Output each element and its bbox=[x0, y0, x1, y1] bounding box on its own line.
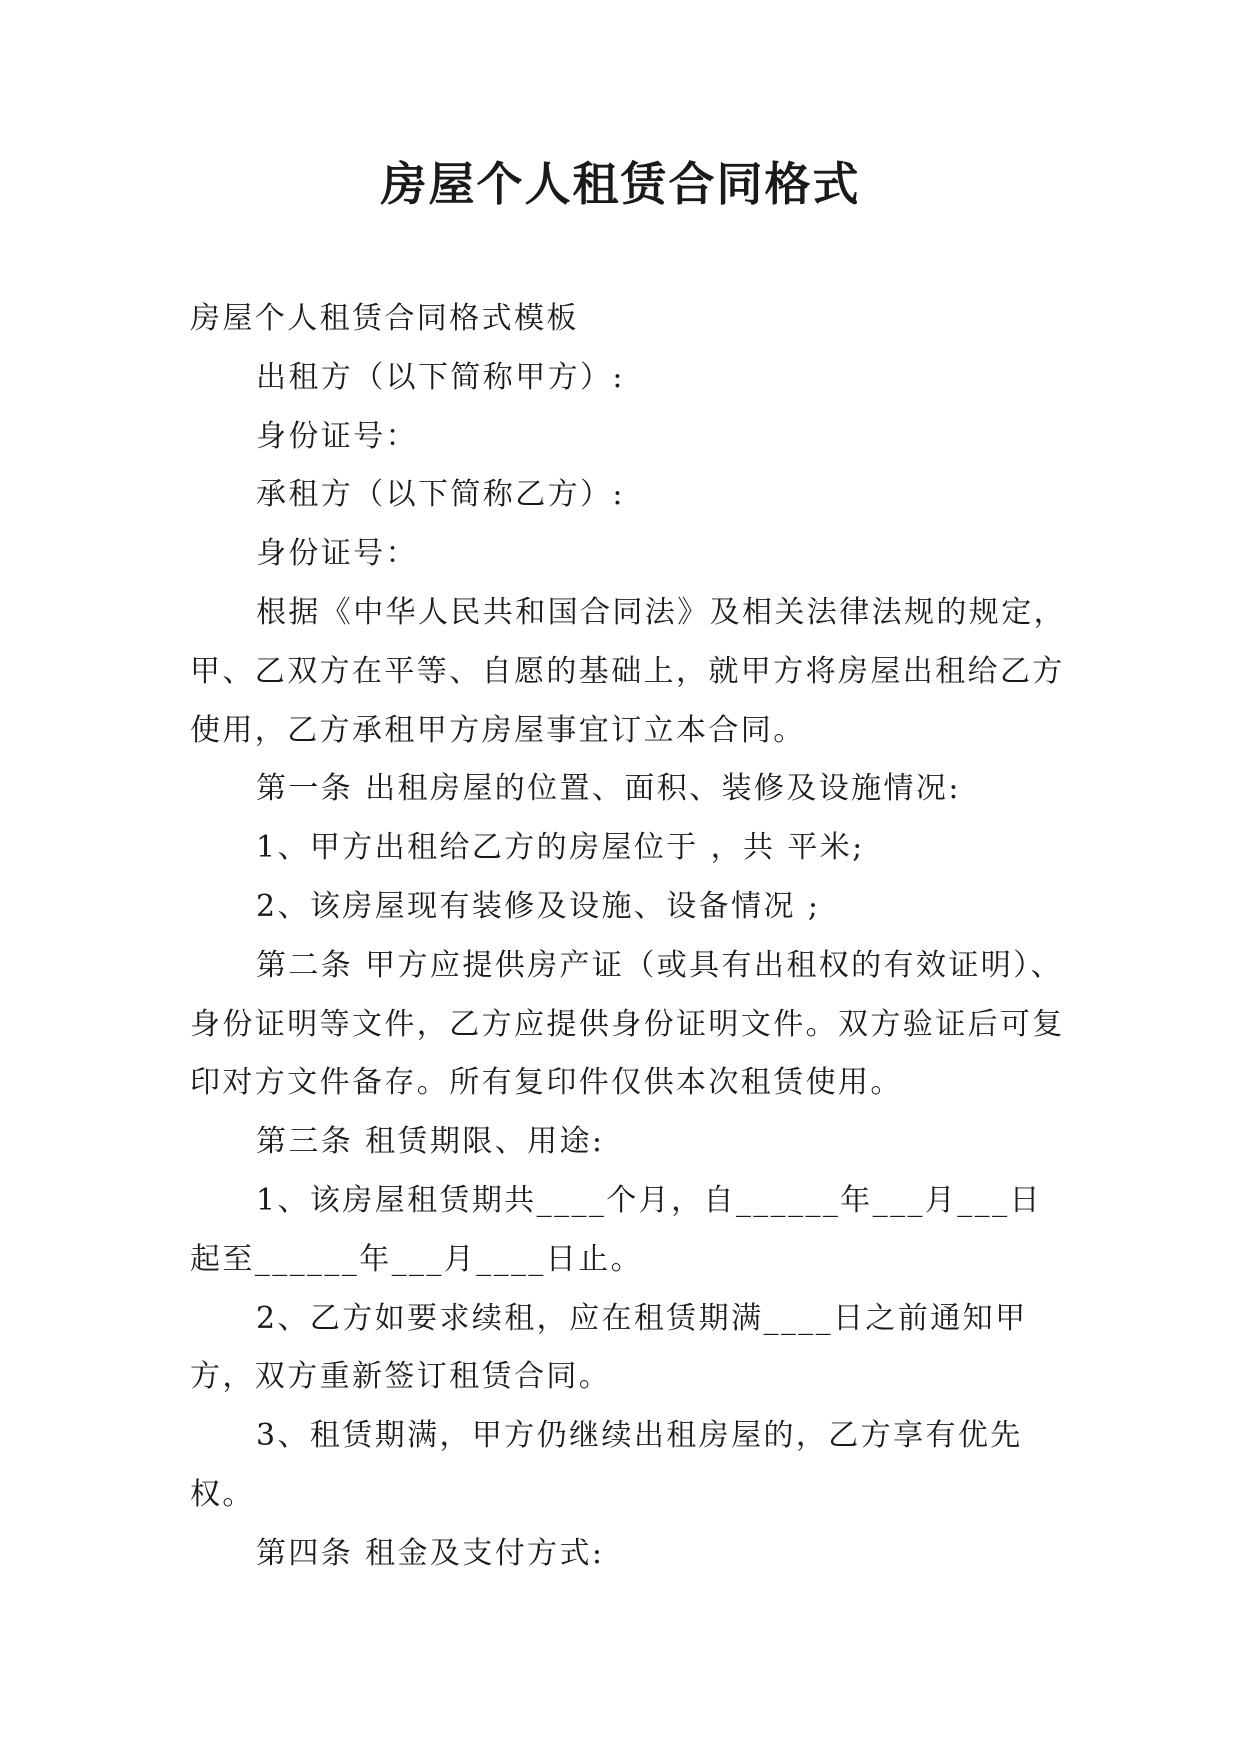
article-2-paragraph: 第二条 甲方应提供房产证（或具有出租权的有效证明）、身份证明等文件，乙方应提供身份证明文件。双方验证后可复印对方文件备存。所有复印件仅供本次租赁使用。 bbox=[190, 947, 1065, 1101]
lessee-id-line: 身份证号： bbox=[256, 536, 418, 572]
lessor-line: 出租方（以下简称甲方）: bbox=[256, 359, 625, 395]
subtitle-line: 房屋个人租赁合同格式模板 bbox=[190, 301, 579, 336]
document-title: 房屋个人租赁合同格式 bbox=[380, 157, 861, 211]
article-3-item-3: 3、租赁期满，甲方仍继续出租房屋的，乙方享有优先权。 bbox=[190, 1418, 1023, 1512]
article-1-item-1: 1、甲方出租给乙方的房屋位于 ，共 平米; bbox=[256, 830, 865, 866]
lessor-id-line: 身份证号： bbox=[256, 418, 418, 454]
article-1-item-2: 2、该房屋现有装修及设施、设备情况 ; bbox=[256, 888, 821, 924]
article-3-item-1: 1、该房屋租赁期共____个月，自______年___月___日起至______年___月____日止。 bbox=[190, 1182, 1042, 1277]
lessee-line: 承租方（以下简称乙方）: bbox=[256, 477, 625, 513]
article-4-heading: 第四条 租金及支付方式: bbox=[256, 1535, 605, 1571]
preamble-paragraph: 根据《中华人民共和国合同法》及相关法律法规的规定，甲、乙双方在平等、自愿的基础上，就甲方将房屋出租给乙方使用，乙方承租甲方房屋事宜订立本合同。 bbox=[190, 594, 1066, 748]
article-1-heading: 第一条 出租房屋的位置、面积、装修及设施情况: bbox=[256, 771, 961, 807]
article-3-heading: 第三条 租赁期限、用途: bbox=[256, 1124, 605, 1160]
article-3-item-2: 2、乙方如要求续租，应在租赁期满____日之前通知甲方，双方重新签订租赁合同。 bbox=[190, 1300, 1028, 1395]
document-body bbox=[190, 290, 1070, 1584]
